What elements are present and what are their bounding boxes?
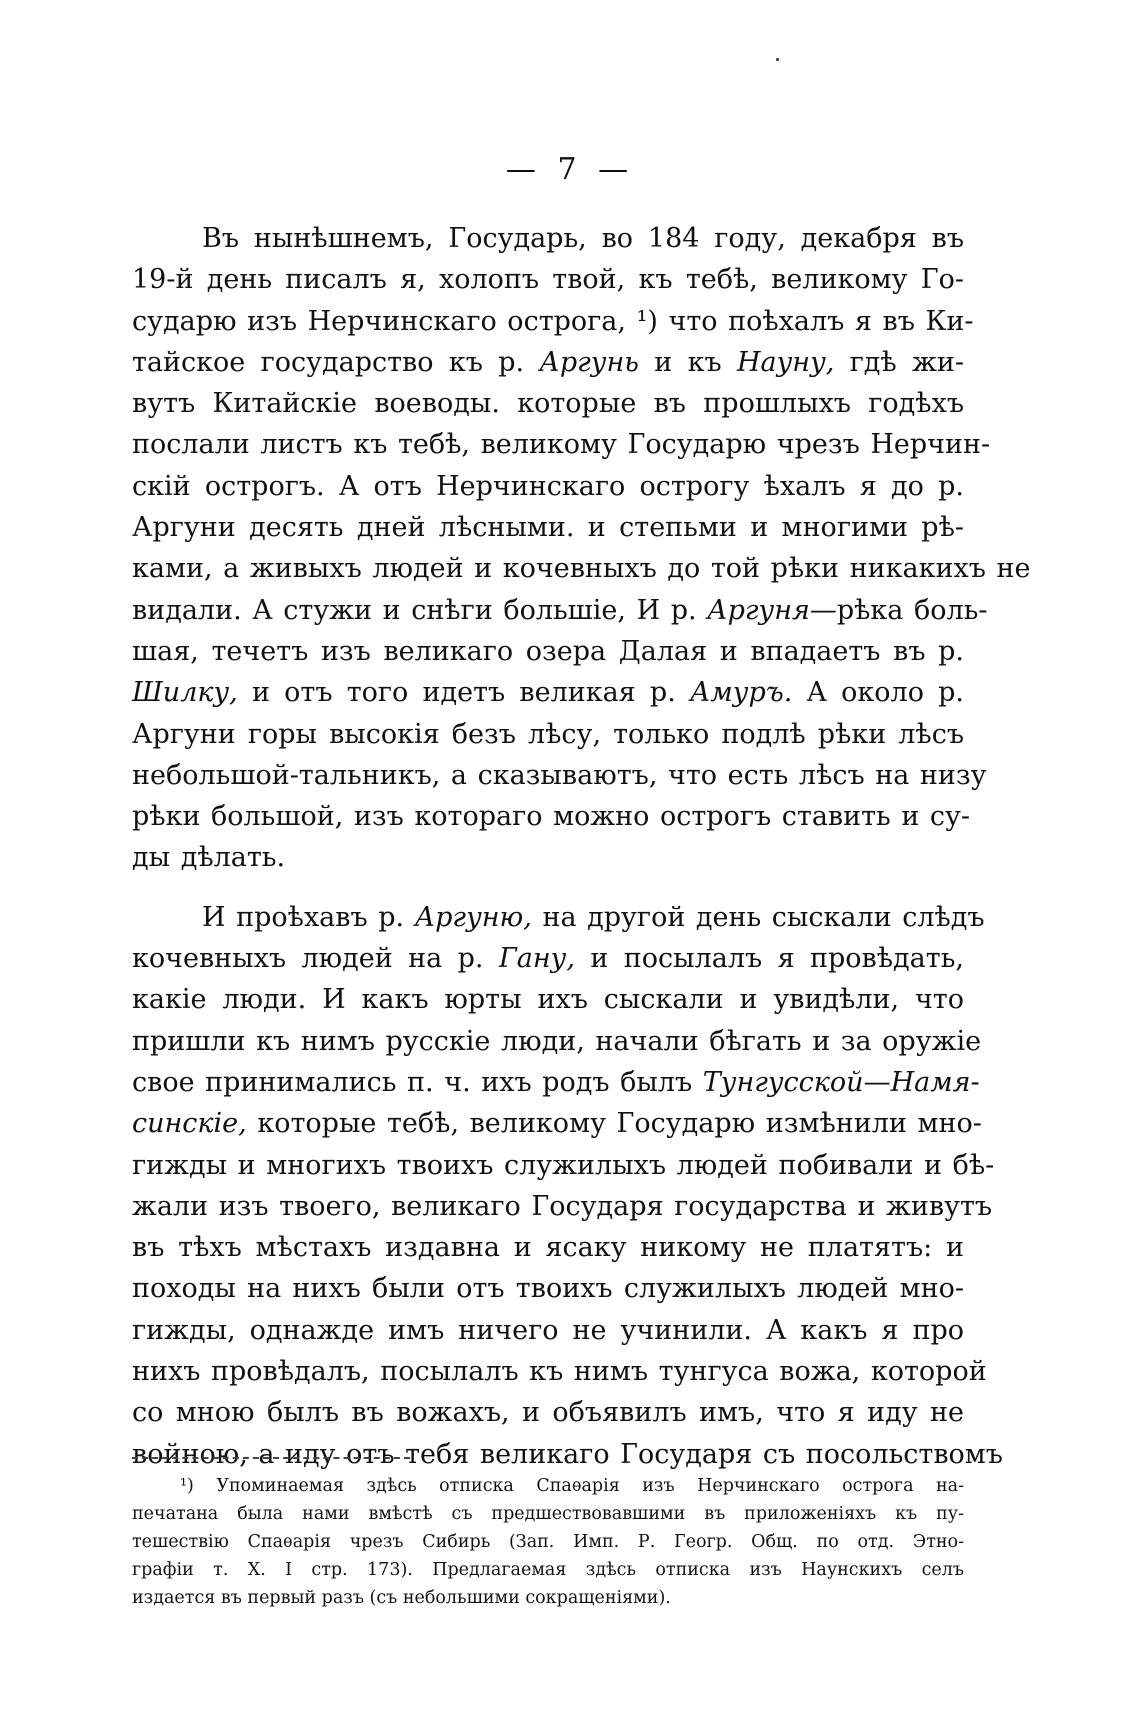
footnote-line: ¹) Упоминаемая здѣсь отписка Спаѳарія изъ Нерчинскаго острога на- — [180, 1476, 964, 1496]
footnote-line: издается въ первый разъ (съ небольшими сокращеніями). — [132, 1588, 671, 1608]
text-line: жали изъ твоего, великаго Государя государства и живутъ — [132, 1190, 993, 1222]
text-line: Аргуни горы высокія безъ лѣсу, только подлѣ рѣки лѣсъ — [132, 718, 964, 750]
page-number: — 7 — — [505, 152, 635, 187]
text-line: ды дѣлать. — [132, 842, 286, 874]
text-line: синскіе, которые тебѣ, великому Государю измѣнили мно- — [132, 1108, 982, 1140]
text-line: кочевныхъ людей на р. Гану, и посылалъ я провѣдать, — [132, 943, 964, 975]
text-line: скій острогъ. А отъ Нерчинскаго острогу ѣхалъ я до р. — [132, 470, 964, 502]
text-line: небольшой-тальникъ, а сказываютъ, что есть лѣсъ на низу — [132, 759, 987, 791]
paragraph-2 — [132, 897, 1003, 1475]
text-line: гижды и многихъ твоихъ служилыхъ людей побивали и бѣ- — [132, 1149, 995, 1181]
footnote-line: графіи т. X. I стр. 173). Предлагаемая здѣсь отписка изъ Наунскихъ селъ — [132, 1560, 964, 1580]
text-line: И проѣхавъ р. Аргуню, на другой день сыскали слѣдъ — [202, 901, 985, 933]
print-speck — [776, 58, 779, 61]
text-line: ками, а живыхъ людей и кочевныхъ до той рѣки никакихъ не — [132, 553, 1031, 585]
text-line: шая, течетъ изъ великаго озера Далая и впадаетъ въ р. — [132, 635, 964, 667]
text-line: со мною былъ въ вожахъ, и объявилъ имъ, что я иду не — [132, 1397, 964, 1429]
footnote-line: тешествію Спаѳарія чрезъ Сибирь (Зап. Имп. Р. Геогр. Общ. по отд. Этно- — [132, 1532, 964, 1552]
text-line: пришли къ нимъ русскіе люди, начали бѣгать и за оружіе — [132, 1025, 982, 1057]
text-line: походы на нихъ были отъ твоихъ служилыхъ людей мно- — [132, 1273, 964, 1305]
text-line: какіе люди. И какъ юрты ихъ сыскали и увидѣли, что — [132, 984, 964, 1016]
text-line: нихъ провѣдалъ, посылалъ къ нимъ тунгуса вожа, которой — [132, 1356, 987, 1388]
text-line: 19-й день писалъ я, холопъ твой, къ тебѣ, великому Го- — [132, 264, 964, 296]
body-text — [132, 218, 1031, 1475]
footnote — [132, 1472, 964, 1612]
text-line: рѣки большой, изъ котораго можно острогъ ставить и су- — [132, 801, 971, 833]
text-line: въ тѣхъ мѣстахъ издавна и ясаку никому не платятъ: и — [132, 1232, 964, 1264]
footnote-separator — [132, 1457, 410, 1459]
text-line: Въ нынѣшнемъ, Государь, во 184 году, декабря въ — [202, 223, 964, 254]
text-line: видали. А стужи и снѣги большіе, И р. Аргуня—рѣка боль- — [132, 594, 988, 626]
footnote-line: печатана была нами вмѣстѣ съ предшествовавшими въ приложеніяхъ къ пу- — [132, 1504, 964, 1524]
text-line: вутъ Китайскіе воеводы. которые въ прошлыхъ годѣхъ — [132, 388, 964, 420]
text-line: послали листъ къ тебѣ, великому Государю чрезъ Нерчин- — [132, 429, 991, 461]
text-line: гижды, однажде имъ ничего не учинили. А какъ я про — [132, 1314, 964, 1346]
text-line: войною, а иду отъ тебя великаго Государя съ посольствомъ — [132, 1438, 1003, 1470]
text-line: Шилку, и отъ того идетъ великая р. Амуръ. А около р. — [132, 677, 965, 709]
paragraph-1 — [132, 218, 1031, 879]
paragraph-gap — [132, 879, 964, 897]
text-line: тайское государство къ р. Аргунь и къ Науну, гдѣ жи- — [132, 346, 964, 378]
text-line: свое принимались п. ч. ихъ родъ былъ Тунгусской—Намя- — [132, 1066, 980, 1098]
text-line: сударю изъ Нерчинскаго острога, ¹) что поѣхалъ я въ Ки- — [132, 305, 974, 337]
text-line: Аргуни десять дней лѣсными. и степьми и многими рѣ- — [132, 512, 964, 544]
